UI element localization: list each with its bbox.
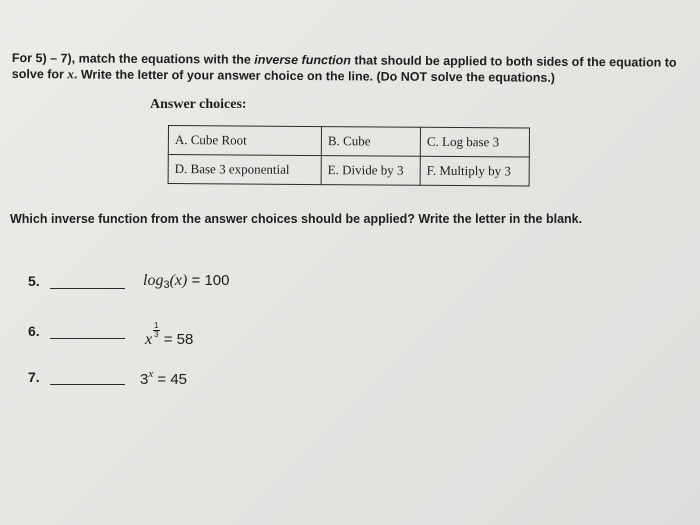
- item-number: 7.: [28, 369, 40, 385]
- answer-blank[interactable]: [50, 338, 125, 339]
- eq-base: 3: [140, 371, 149, 388]
- eq-function: log: [143, 272, 164, 289]
- item-number: 5.: [28, 273, 40, 289]
- choice-cell-e: E. Divide by 3: [321, 156, 420, 186]
- item-number: 6.: [28, 323, 40, 339]
- choice-cell-a: A. Cube Root: [168, 126, 321, 156]
- eq-superscript: x: [148, 368, 154, 380]
- question-prompt: [10, 212, 680, 226]
- choice-cell-d: D. Base 3 exponential: [168, 155, 321, 185]
- instructions-text-2: that should be applied to both sides of the equation to solve for: [11, 53, 677, 82]
- choice-cell-c: C. Log base 3: [420, 127, 529, 157]
- question-text-2: from the answer choices should be applied? Write the letter in the blank.: [147, 212, 583, 226]
- instructions-emphasis: inverse function: [254, 52, 351, 68]
- answer-choices-heading: Answer choices:: [150, 97, 247, 112]
- instructions-variable: x: [67, 66, 74, 82]
- equation: [140, 368, 187, 388]
- eq-fraction-denominator: 3: [154, 330, 159, 339]
- equation: [145, 322, 193, 349]
- eq-fraction-numerator: 1: [154, 321, 159, 330]
- question-emphasis: inverse function: [50, 212, 148, 226]
- eq-base: x: [145, 331, 153, 348]
- eq-rest: = 45: [153, 371, 188, 388]
- answer-blank[interactable]: [50, 384, 125, 385]
- instructions-text-3: . Write the letter of your answer choice on the line. (Do NOT solve the equations.): [73, 67, 556, 85]
- choice-cell-f: F. Multiply by 3: [420, 156, 529, 186]
- choices-row: [168, 155, 529, 187]
- eq-rest: = 58: [159, 331, 194, 348]
- eq-subscript: 3: [163, 279, 170, 291]
- eq-rest: = 100: [187, 272, 230, 289]
- answer-blank[interactable]: [50, 288, 125, 289]
- instructions-paragraph: [12, 50, 682, 87]
- choice-cell-b: B. Cube: [321, 127, 420, 157]
- equation: [143, 272, 229, 291]
- eq-argument: (x): [169, 272, 188, 289]
- answer-choices-table: [168, 125, 530, 187]
- instructions-text-1: For 5) – 7), match the equations with the: [11, 50, 255, 67]
- question-text-1: Which: [10, 212, 51, 226]
- choices-row: [168, 126, 529, 158]
